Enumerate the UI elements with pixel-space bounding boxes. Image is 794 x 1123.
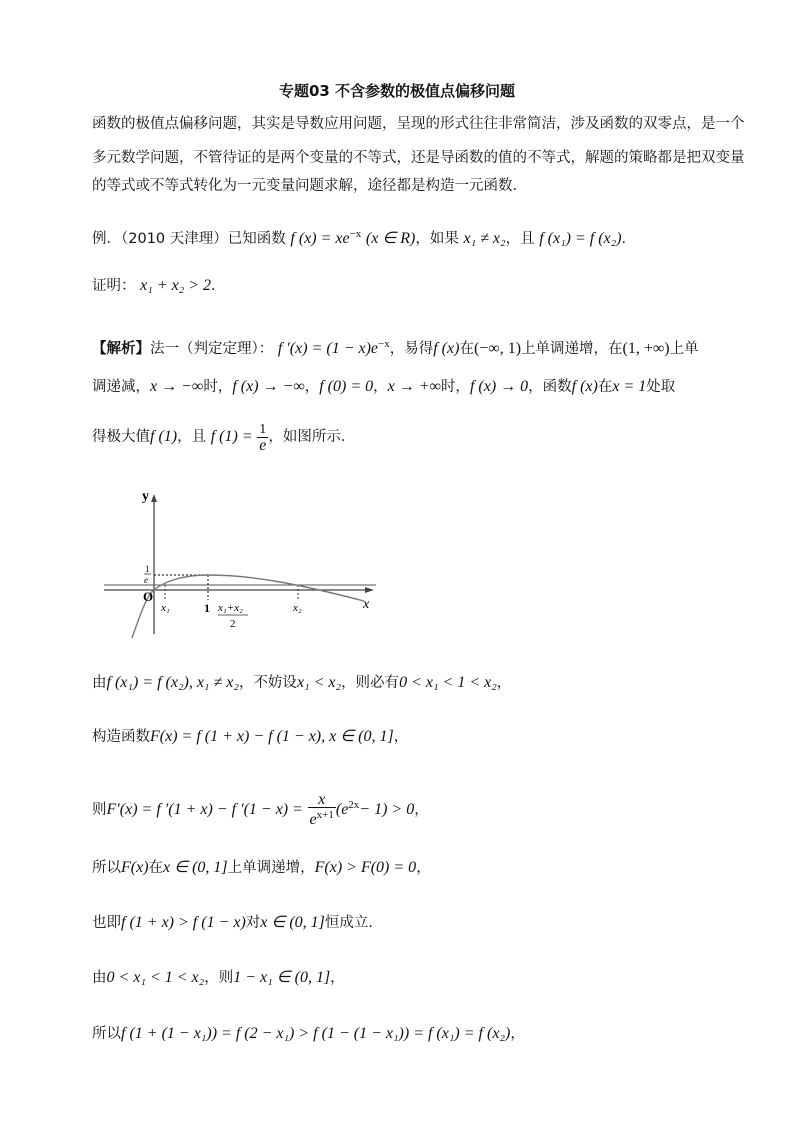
proof-end: ． [211, 278, 226, 294]
analysis-interval-1: (−∞, 1) [473, 340, 522, 357]
analysis-derivative: f ′(x) = (1 − x)e [277, 340, 379, 357]
step-5-math-b: f (1 + x) > f (1 − x) [121, 914, 246, 931]
step-3-fraction [308, 792, 336, 828]
analysis-tag: 【解析】 [92, 341, 150, 357]
analysis-line-3 [92, 420, 355, 454]
analysis-l2-text-5: 在 [597, 379, 613, 395]
step-4-math-b: F(x) [121, 859, 149, 876]
step-3-math-d: − 1) > 0 [359, 801, 415, 818]
step-3-math-c: (e [335, 801, 349, 818]
step-2 [92, 727, 408, 747]
analysis-l3-numerator: 1 [257, 422, 268, 438]
example-condition-1: x₁ ≠ x₂ [463, 230, 506, 247]
analysis-method: 法一（判定定理）： [150, 341, 274, 357]
step-6-math-d: 1 − x₁ ∈ (0, 1] [233, 969, 331, 986]
step-3-math-c-exp: 2x [348, 799, 360, 811]
analysis-text-1: ，易得 [389, 341, 434, 357]
example-and-text: ，且 [505, 231, 535, 247]
step-6-text-e: ， [330, 970, 345, 986]
step-3 [92, 788, 429, 828]
step-2-text-a: 构造函数 [92, 729, 150, 745]
step-6-text-a: 由 [92, 970, 107, 986]
example-cond-text: ，如果 [415, 231, 459, 247]
example-line [92, 224, 636, 249]
analysis-l3-denominator: e [259, 436, 267, 454]
step-4-text-c: 在 [148, 860, 164, 876]
step-7-math-b: f (1 + (1 − x₁)) = f (2 − x₁) > f (1 − (1 − x₁)) = f (x₁) = f (x₂) [121, 1025, 511, 1042]
analysis-l2-f0: f (0) = 0 [319, 378, 374, 395]
analysis-l2-limit-1: x → −∞ [150, 378, 204, 395]
intro-line-2: 多元数学问题，不管待证的是两个变量的不等式，还是导函数的值的不等式，解题的策略都是把双变量 [92, 150, 745, 166]
step-7-text-c: ， [510, 1026, 525, 1042]
step-6-math-b: 0 < x₁ < 1 < x₂ [106, 969, 205, 986]
step-4-text-a: 所以 [92, 860, 121, 876]
tick-fraction-top: 1 [145, 564, 150, 574]
page-title: 专题03 不含参数的极值点偏移问题 [278, 82, 516, 100]
step-3-math-b: F′(x) = f ′(1 + x) − f ′(1 − x) = [106, 801, 303, 818]
step-3-denominator-exp: x+1 [316, 809, 334, 821]
midpoint-numerator: x₁+x₂ [218, 602, 243, 614]
function-graph [96, 484, 386, 644]
step-1-math-f: 0 < x₁ < 1 < x₂ [399, 674, 497, 691]
analysis-l3-fraction [257, 422, 268, 453]
midpoint-denominator: 2 [230, 618, 236, 630]
analysis-fx: f (x) [433, 340, 460, 357]
one-label: 1 [204, 601, 210, 615]
step-1-text-a: 由 [92, 675, 107, 691]
step-3-denominator-base: e [309, 811, 317, 828]
step-4-text-g: ， [416, 860, 431, 876]
tick-fraction-bottom: e [144, 575, 148, 585]
step-3-denominator [308, 808, 336, 828]
analysis-l2-limit-4: f (x) → 0 [469, 378, 529, 395]
example-prefix: 例．（2010 天津理）已知函数 [92, 231, 286, 247]
step-4-math-d: x ∈ (0, 1] [163, 859, 228, 876]
x-axis-label: x [363, 597, 370, 612]
analysis-l2-sep-2: ， [373, 379, 388, 395]
step-4-math-f: F(x) > F(0) = 0 [314, 859, 417, 876]
analysis-l2-sep: ， [304, 379, 320, 395]
analysis-text-3: 上单调递增，在 [521, 341, 623, 357]
analysis-l2-text-1: 调递减， [92, 379, 150, 395]
step-2-text-c: ， [393, 729, 409, 745]
analysis-text-4: 上单 [669, 341, 699, 357]
step-1-text-g: ， [496, 675, 512, 691]
analysis-l3-text-1: 得极大值 [92, 429, 150, 445]
proof-line [92, 276, 226, 296]
example-function-exponent: −x [349, 228, 362, 240]
x2-label: x₂ [293, 602, 302, 614]
step-3-text-a: 则 [92, 802, 107, 818]
analysis-derivative-exp: −x [378, 338, 390, 350]
analysis-l3-f1: f (1) [150, 428, 178, 445]
step-3-text-e: ， [414, 802, 429, 818]
analysis-line-1 [92, 334, 699, 359]
analysis-l2-text-2: 时， [203, 379, 233, 395]
example-domain: (x ∈ R) [365, 230, 416, 247]
analysis-l2-text-3: 时， [440, 379, 470, 395]
step-7-text-a: 所以 [92, 1026, 121, 1042]
step-1-text-e: ，则必有 [341, 675, 400, 691]
example-function: f (x) = xe [290, 230, 350, 247]
step-4 [92, 858, 431, 878]
step-5-text-c: 对 [245, 915, 261, 931]
x-axis-arrow [365, 587, 374, 593]
intro-line-3: 的等式或不等式转化为一元变量问题求解，途径都是构造一元函数． [92, 178, 527, 194]
step-7 [92, 1024, 525, 1044]
step-5-text-e: 恒成立． [324, 915, 383, 931]
analysis-l2-limit-2: f (x) → −∞ [232, 378, 305, 395]
step-3-numerator: x [308, 792, 336, 808]
proof-label: 证明： [92, 278, 136, 294]
step-1 [92, 673, 511, 693]
analysis-l2-x1: x = 1 [612, 378, 647, 395]
analysis-text-2: 在 [459, 341, 474, 357]
analysis-l3-equation: f (1) = [210, 428, 253, 445]
step-1-text-c: ，不妨设 [238, 675, 297, 691]
analysis-line-2 [92, 377, 675, 397]
step-1-math-b: f (x₁) = f (x₂), x₁ ≠ x₂ [106, 674, 239, 691]
step-2-math-b: F(x) = f (1 + x) − f (1 − x), x ∈ (0, 1] [150, 728, 394, 745]
step-1-math-d: x₁ < x₂ [296, 674, 342, 691]
y-axis-arrow [151, 494, 157, 502]
example-end: ． [621, 231, 637, 247]
analysis-l2-limit-3: x → +∞ [387, 378, 441, 395]
analysis-l2-text-4: ，函数 [528, 379, 572, 395]
y-axis-label: y [142, 489, 149, 504]
step-6-text-c: ，则 [204, 970, 234, 986]
analysis-l2-text-6: 处取 [646, 379, 676, 395]
step-5 [92, 913, 383, 933]
step-5-math-d: x ∈ (0, 1] [260, 914, 325, 931]
step-6 [92, 968, 345, 988]
analysis-interval-2: (1, +∞) [622, 340, 670, 357]
analysis-l2-fx: f (x) [571, 378, 598, 395]
x1-label: x₁ [161, 602, 170, 614]
origin-label: O [143, 589, 154, 604]
step-4-text-e: 上单调递增， [227, 860, 315, 876]
analysis-l3-text-2: ，且 [177, 429, 207, 445]
intro-line-1: 函数的极值点偏移问题，其实是导数应用问题，呈现的形式往往非常简洁，涉及函数的双零点，是一个 [92, 116, 745, 132]
example-condition-2: f (x₁) = f (x₂) [539, 230, 622, 247]
step-5-text-a: 也即 [92, 915, 121, 931]
proof-claim: x₁ + x₂ > 2 [140, 277, 212, 294]
analysis-l3-text-3: ，如图所示． [268, 429, 356, 445]
